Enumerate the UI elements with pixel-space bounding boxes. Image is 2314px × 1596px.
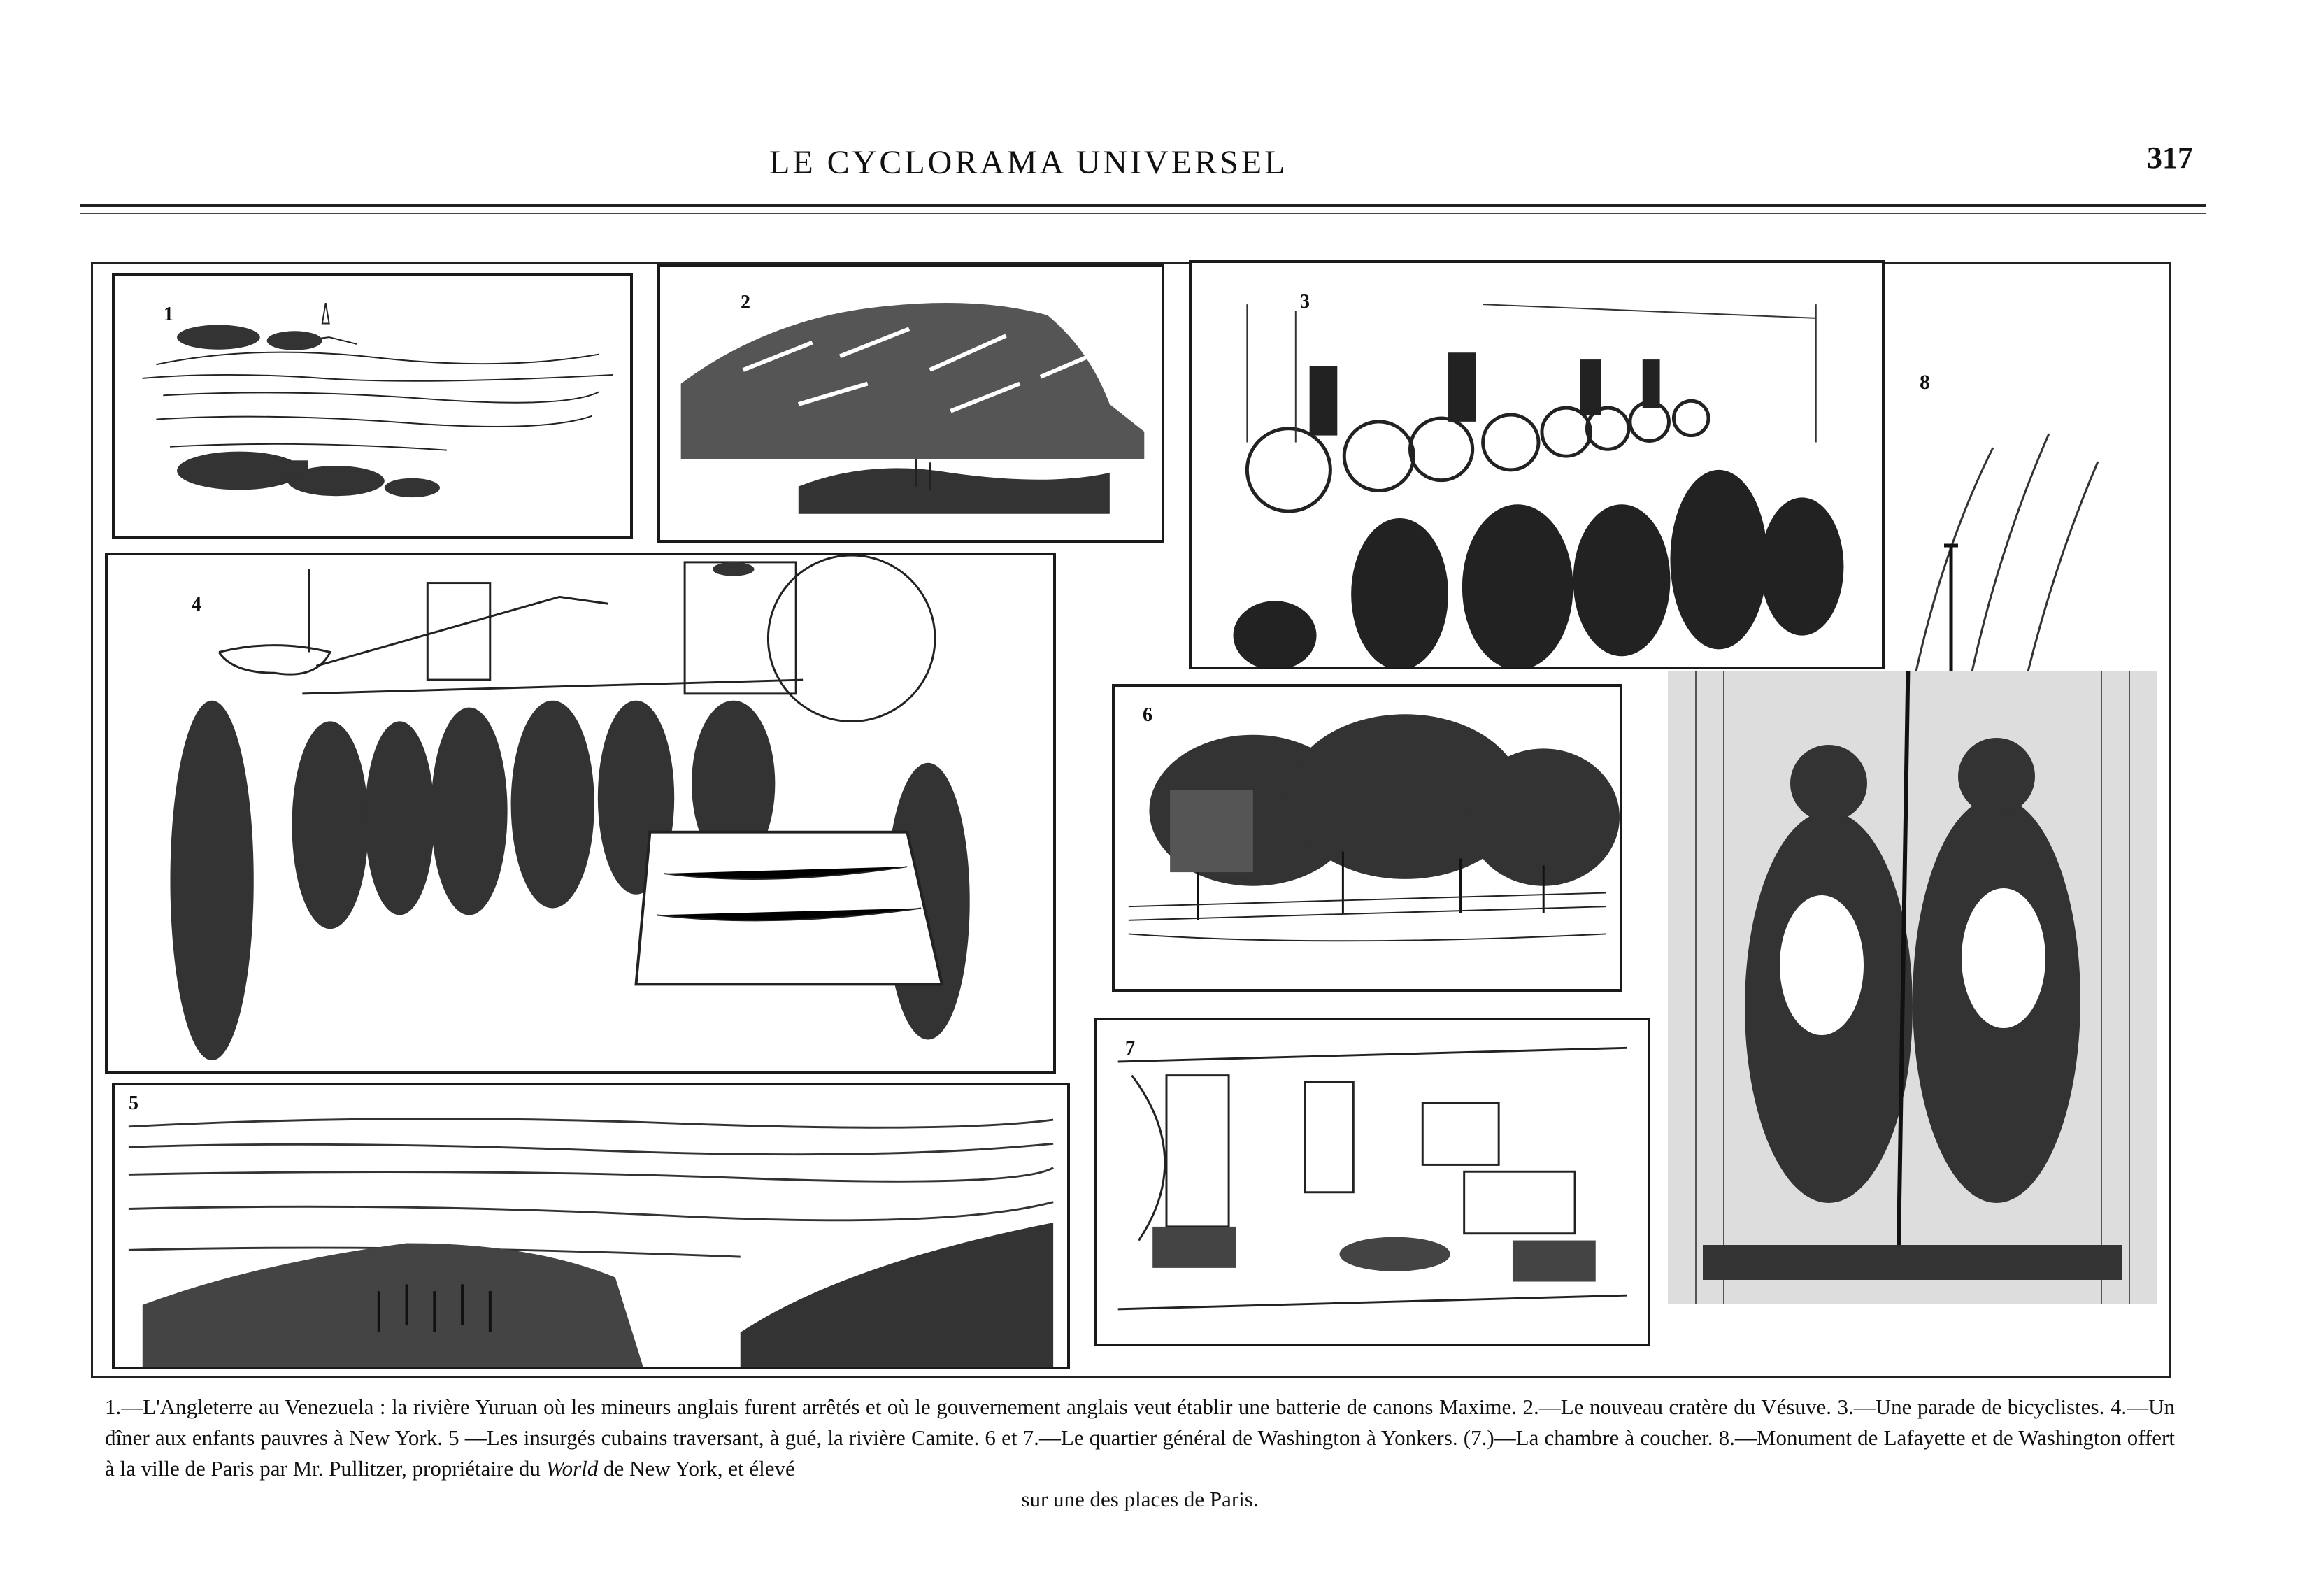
illustration-6-headquarters-yonkers	[1112, 684, 1622, 992]
illustration-7-bedroom	[1094, 1018, 1650, 1346]
illustration-8-lafayette-washington-monument	[1668, 671, 2157, 1304]
illustration-5-insurgents-crossing	[112, 1083, 1070, 1369]
page-title: LE CYCLORAMA UNIVERSEL	[769, 144, 1288, 181]
header-rule	[80, 204, 2206, 207]
illustration-8-upper-detail	[1888, 406, 2140, 671]
caption-last-line: sur une des places de Paris.	[1021, 1487, 1259, 1511]
figure-caption	[105, 1392, 2175, 1515]
caption-italic-word: World	[545, 1456, 599, 1481]
plate-number: 4	[192, 594, 201, 615]
plate-number: 1	[164, 304, 173, 325]
illustration-1-yuruan-river	[112, 273, 633, 539]
plate-number: 2	[741, 292, 750, 313]
page-number: 317	[2147, 141, 2193, 175]
plate-number: 7	[1125, 1038, 1135, 1060]
illustration-4-childrens-dinner	[105, 553, 1056, 1074]
header-rule-thin	[80, 213, 2206, 214]
illustration-3-bicycle-parade	[1189, 260, 1885, 669]
plate-number: 5	[129, 1092, 138, 1114]
plate-number: 6	[1143, 704, 1152, 726]
plate-number: 3	[1300, 291, 1310, 313]
illustration-2-vesuvius-crater	[657, 264, 1164, 543]
plate-number: 8	[1920, 371, 1930, 394]
caption-text-end: de New York, et élevé	[598, 1456, 795, 1481]
caption-text: 1.—L'Angleterre au Venezuela : la rivière Yuruan où les mineurs anglais furent arrêtés et où le gouvernement anglais veut établir une batterie de canons Maxime. 2.—Le nouveau cratère du Vésuve. 3.—Une parade de bicyclistes. 4.—Un dîner aux enfants pauvres à New York. 5 —Les insurgés cubains traversant, à gué, la rivière Camite. 6 et 7.—Le quartier général de Washington à Yonkers. (7.)—La chambre à coucher. 8.—Monument de Lafayette et de Washington offert à la ville de Paris par Mr. Pullitzer, propriétaire du	[105, 1395, 2175, 1481]
